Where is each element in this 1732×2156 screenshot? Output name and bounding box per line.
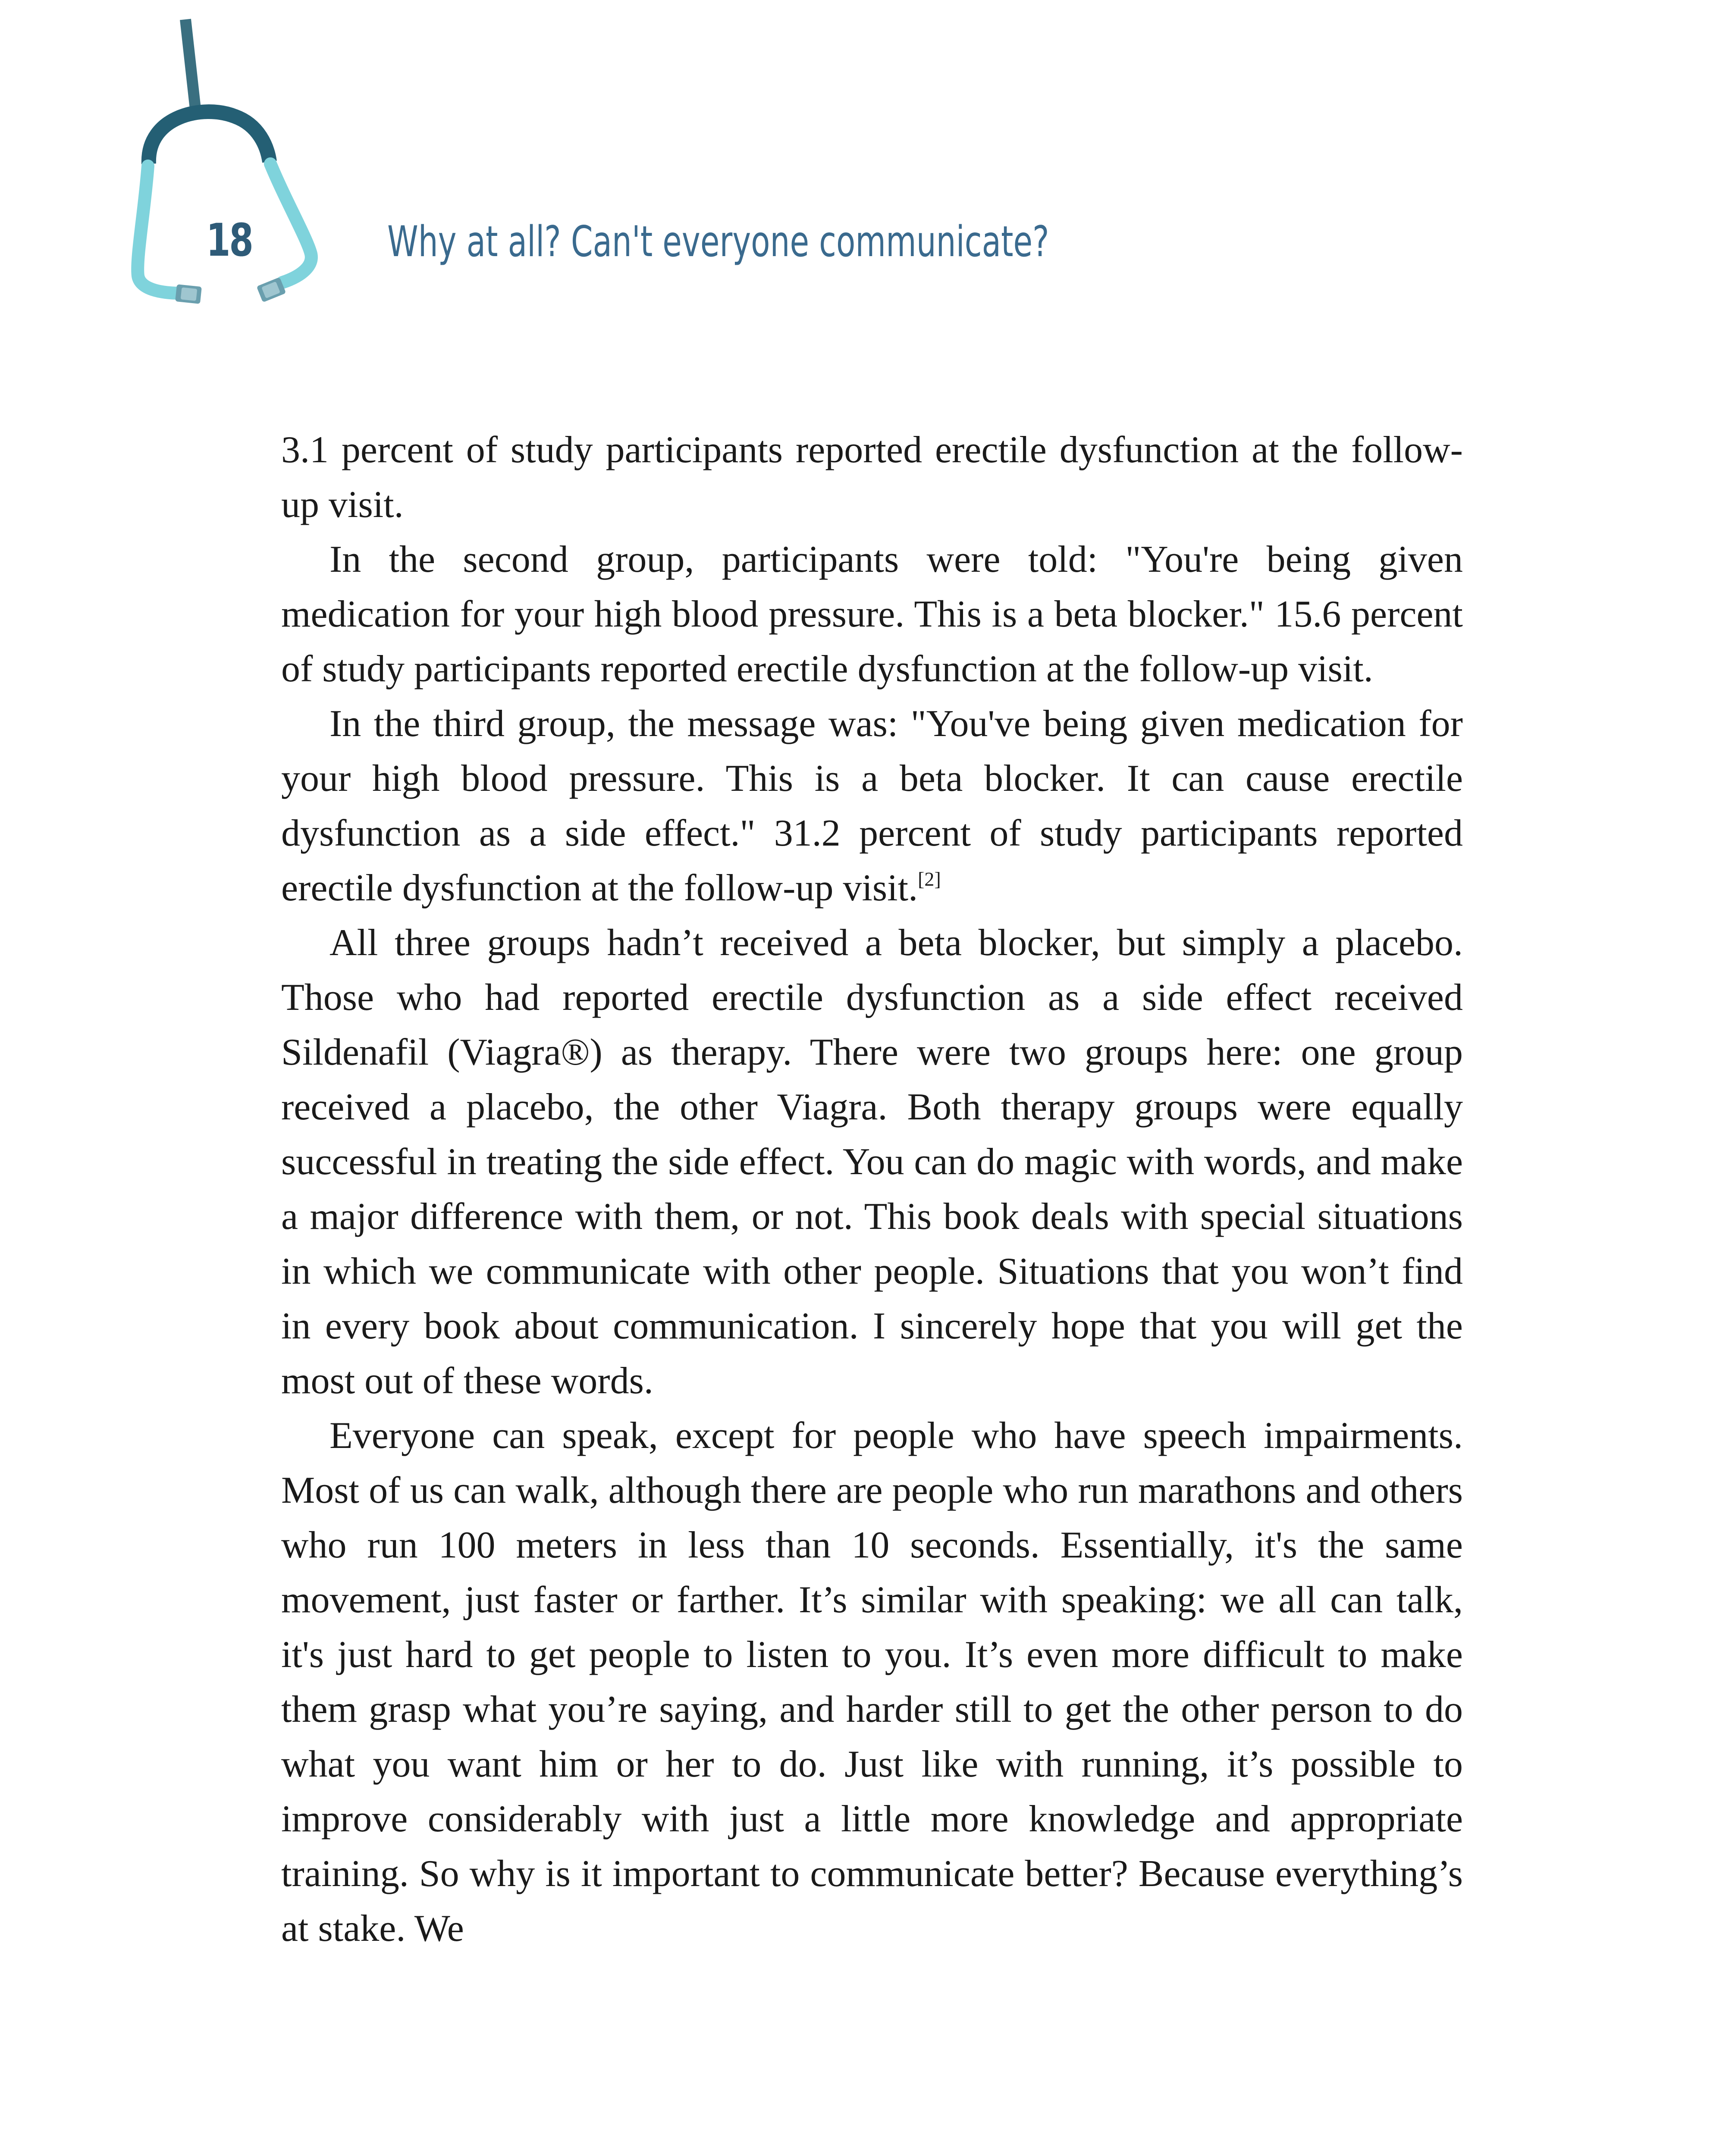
- body-text: [281, 423, 1463, 1956]
- running-head-title: Why at all? Can't everyone communicate?: [387, 217, 1049, 266]
- stethoscope-icon: [121, 17, 336, 336]
- paragraph: In the second group, participants were told: "You're being given medication for your high blood pressure. This is a beta blocker." 15.6 percent of study participants reported erectile dysfunction at the follow-up visit.: [281, 539, 1463, 690]
- paragraph: 3.1 percent of study participants reported erectile dysfunction at the follow-up visit.: [281, 429, 1463, 526]
- page-number: 18: [206, 214, 252, 266]
- paragraph-text: In the third group, the message was: "You've being given medication for your high blood pressure. This is a beta blocker. It can cause erectile dysfunction as a side effect." 31.2 percent of study participants reported erectile dysfunction at the follow-up visit.: [281, 703, 1463, 909]
- paragraph: Everyone can speak, except for people who have speech impairments. Most of us can walk, although there are people who run marathons and others who run 100 meters in less than 10 seconds. Essentially, it's the same movement, just faster or farther. It’s similar with speaking: we all can talk, it's just hard to get people to listen to you. It’s even more difficult to make them grasp what you’re saying, and harder still to get the other person to do what you want him or her to do. Just like with running, it’s possible to improve considerably with just a little more knowledge and appropriate training. So why is it important to communicate better? Because everything’s at stake. We: [281, 1415, 1463, 1949]
- paragraph: [281, 696, 1463, 915]
- page-header: [0, 0, 1732, 345]
- footnote-reference[interactable]: [2]: [918, 868, 941, 890]
- paragraph: All three groups hadn’t received a beta blocker, but simply a placebo. Those who had reported erectile dysfunction as a side effect received Sildenafil (Viagra®) as therapy. There were two groups here: one group received a placebo, the other Viagra. Both therapy groups were equally successful in treating the side effect. You can do magic with words, and make a major difference with them, or not. This book deals with special situations in which we communicate with other people. Situations that you won’t find in every book about communication. I sincerely hope that you will get the most out of these words.: [281, 922, 1463, 1402]
